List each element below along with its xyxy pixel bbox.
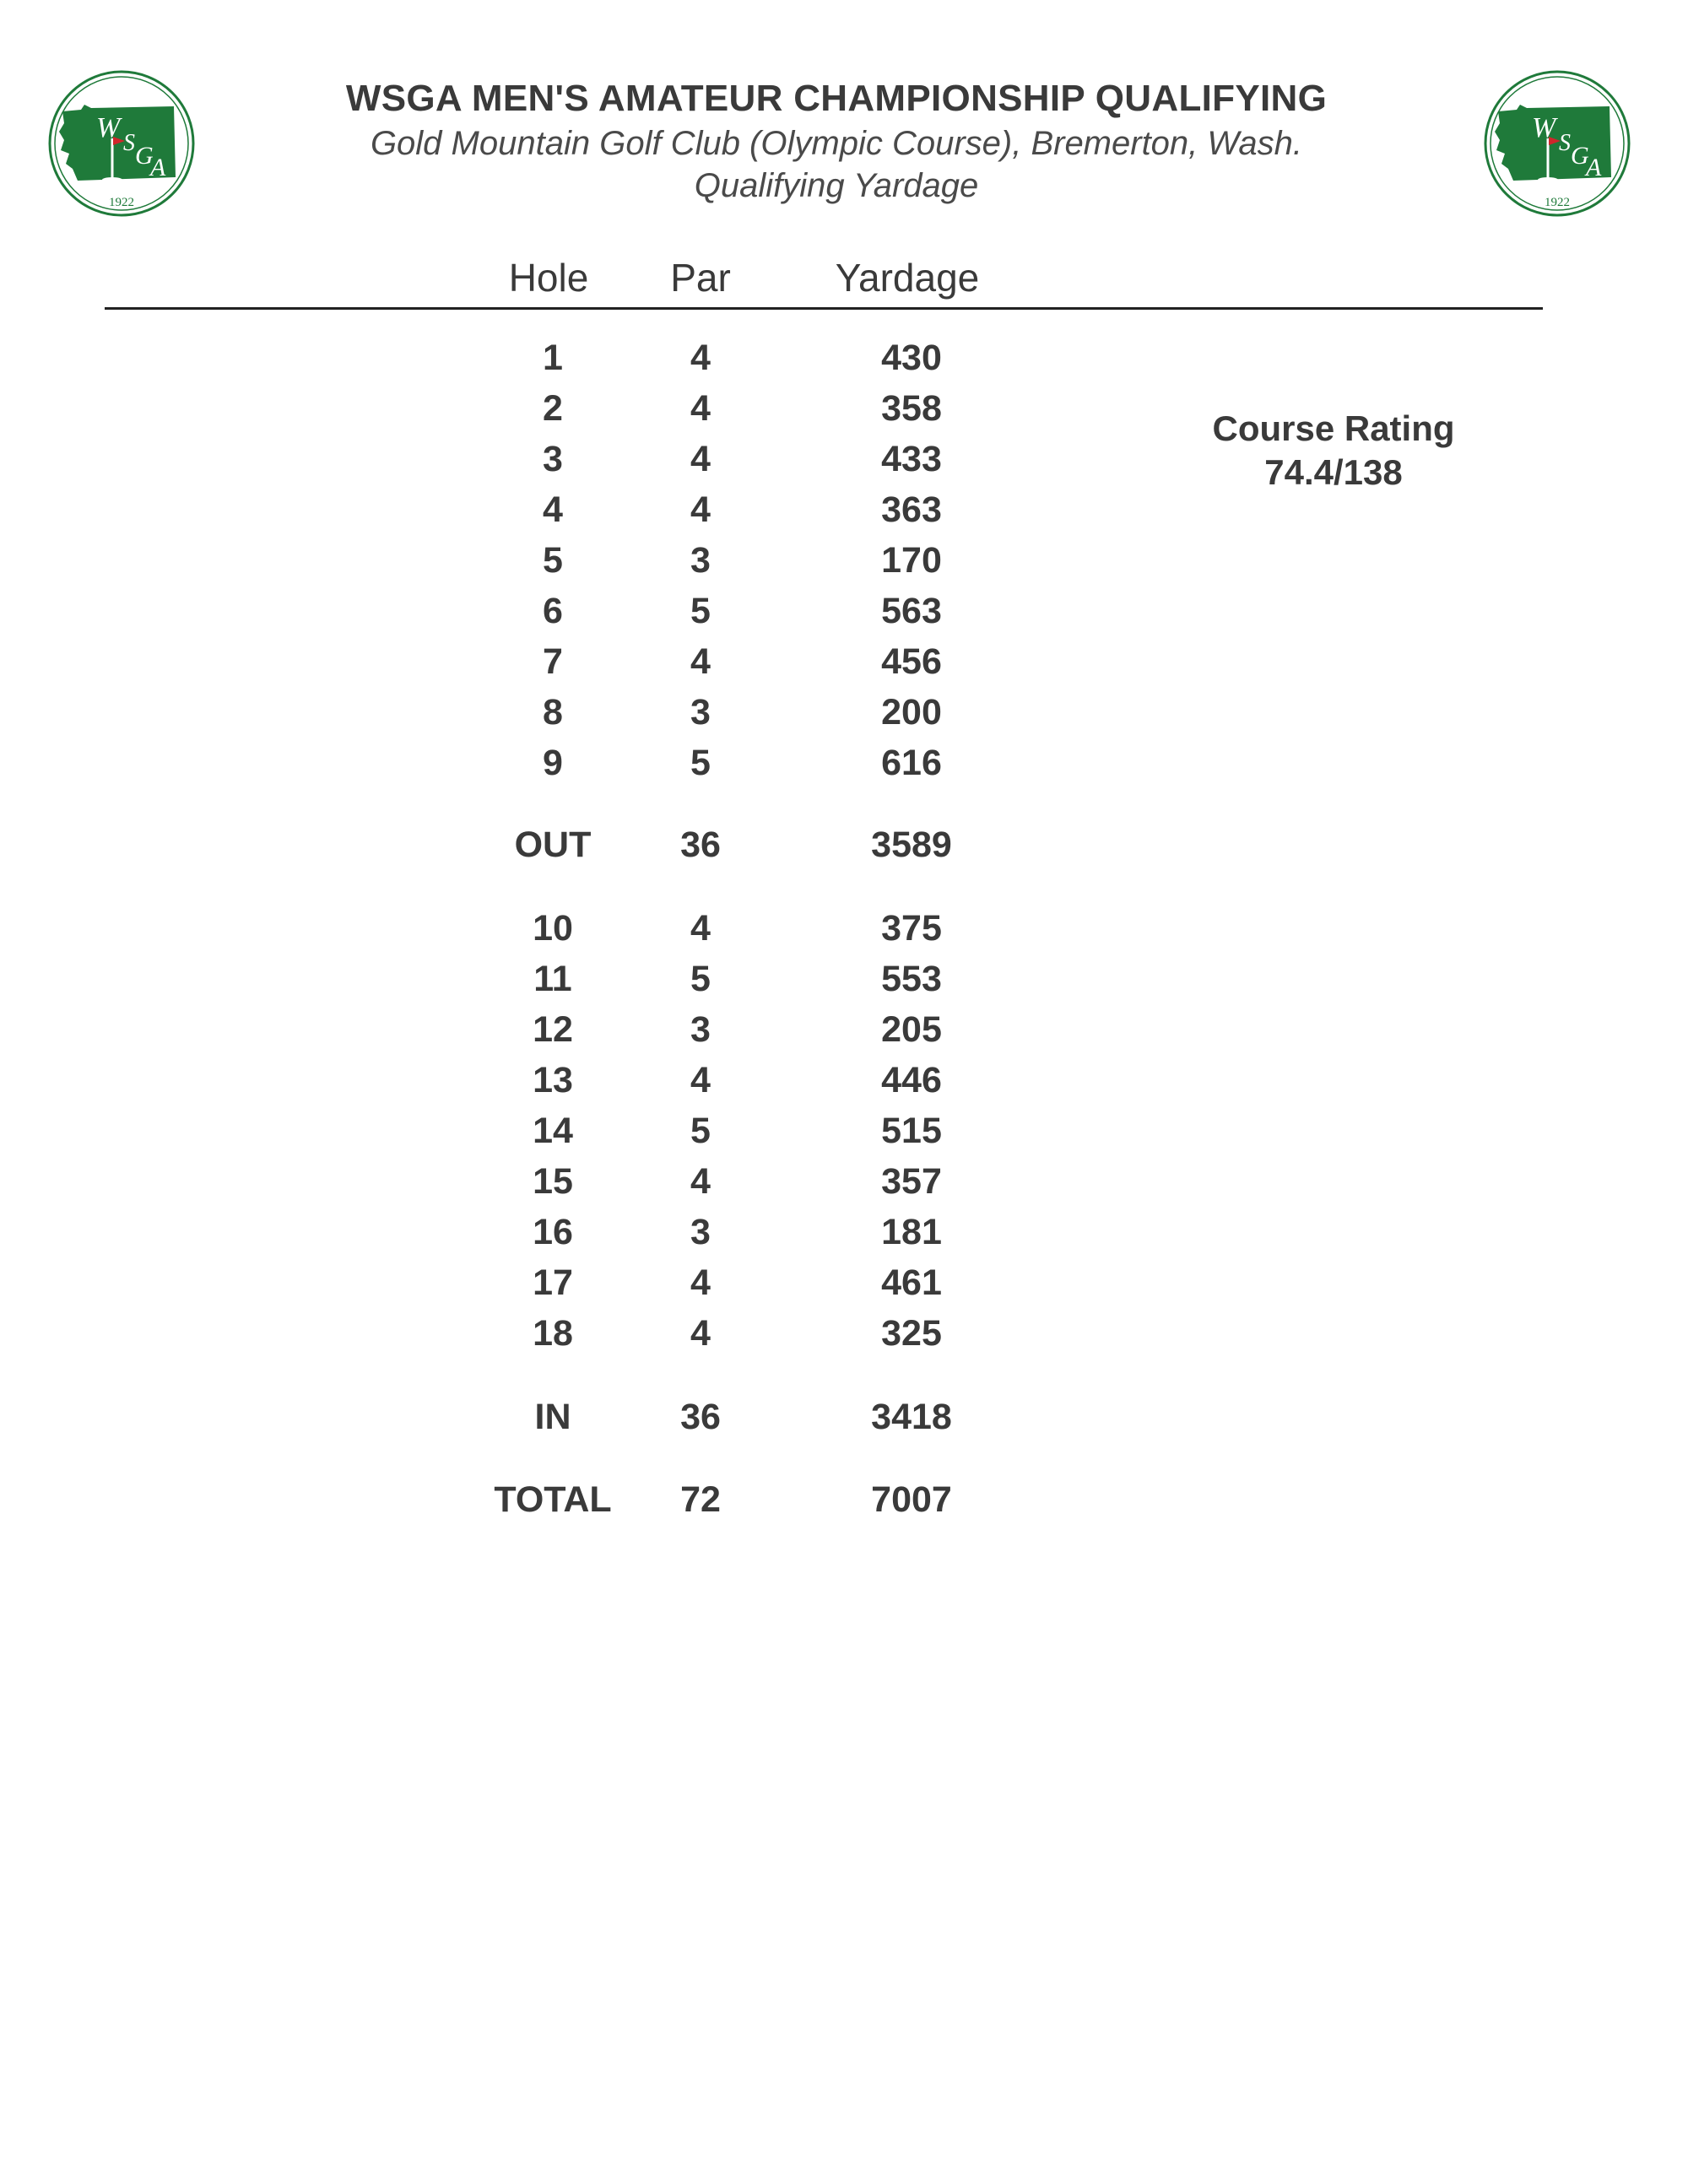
hole-yardage: 363 [881,489,942,530]
table-row [0,692,1013,739]
hole-yardage: 200 [881,692,942,733]
grand-total-row [0,1479,1013,1527]
hole-par: 5 [690,591,711,631]
hole-par: 3 [690,1212,711,1252]
table-row [0,1161,1013,1208]
hole-par: 4 [690,388,711,429]
hole-par: 3 [690,540,711,581]
hole-yardage: 553 [881,959,942,999]
hole-par: 4 [690,439,711,479]
hole-yardage: 515 [881,1111,942,1151]
out-yardage: 3589 [871,824,952,865]
in-yardage: 3418 [871,1397,952,1437]
hole-par: 5 [690,743,711,783]
hole-par: 4 [690,1313,711,1354]
page-title: WSGA MEN'S AMATEUR CHAMPIONSHIP QUALIFYING [345,78,1328,119]
hole-number: 2 [543,388,563,429]
in-total-row [0,1397,1013,1444]
hole-number: 4 [543,489,563,530]
svg-text:G: G [135,142,154,170]
svg-text:S: S [123,130,135,156]
hole-par: 4 [690,338,711,378]
hole-par: 4 [690,641,711,682]
in-par: 36 [680,1397,721,1437]
hole-number: 13 [533,1060,573,1100]
hole-number: 3 [543,439,563,479]
hole-yardage: 325 [881,1313,942,1354]
hole-yardage: 563 [881,591,942,631]
table-row [0,1009,1013,1057]
svg-text:W: W [1532,112,1556,143]
table-row [0,540,1013,587]
logo-year-right: 1922 [1545,196,1570,209]
total-par: 72 [680,1479,721,1520]
hole-yardage: 357 [881,1161,942,1202]
hole-number: 9 [543,743,563,783]
hole-number: 12 [533,1009,573,1050]
column-header-hole: Hole [508,256,589,300]
hole-par: 5 [690,959,711,999]
table-row [0,1262,1013,1310]
hole-number: 14 [533,1111,573,1151]
svg-text:G: G [1571,142,1589,170]
out-par: 36 [680,824,721,865]
hole-par: 5 [690,1111,711,1151]
table-row [0,1313,1013,1360]
course-rating-value: 74.4/138 [1264,452,1403,492]
hole-yardage: 170 [881,540,942,581]
table-row [0,338,1013,385]
hole-number: 17 [533,1262,573,1303]
hole-number: 16 [533,1212,573,1252]
column-header-yardage: Yardage [835,256,980,300]
table-row [0,959,1013,1006]
table-row [0,591,1013,638]
hole-yardage: 358 [881,388,942,429]
table-row [0,1212,1013,1259]
header-divider [105,307,1543,310]
hole-yardage: 433 [881,439,942,479]
hole-number: 7 [543,641,563,682]
hole-number: 1 [543,338,563,378]
hole-par: 4 [690,908,711,949]
hole-number: 5 [543,540,563,581]
hole-number: 11 [533,959,572,999]
hole-par: 3 [690,1009,711,1050]
hole-yardage: 205 [881,1009,942,1050]
hole-yardage: 430 [881,338,942,378]
svg-text:A: A [1586,154,1602,181]
table-row [0,641,1013,689]
hole-par: 4 [690,1060,711,1100]
svg-text:W: W [96,112,121,143]
hole-par: 4 [690,1262,711,1303]
out-label: OUT [514,824,592,865]
hole-yardage: 181 [881,1212,942,1252]
hole-number: 6 [543,591,563,631]
table-row [0,1111,1013,1158]
hole-par: 4 [690,489,711,530]
total-label: TOTAL [494,1479,612,1520]
hole-yardage: 446 [881,1060,942,1100]
table-row [0,908,1013,955]
svg-text:A: A [150,154,166,181]
hole-yardage: 616 [881,743,942,783]
table-row [0,1060,1013,1107]
out-total-row [0,824,1013,872]
hole-number: 10 [533,908,573,949]
hole-yardage: 461 [881,1262,942,1303]
table-row [0,743,1013,790]
hole-yardage: 375 [881,908,942,949]
in-label: IN [534,1397,571,1437]
hole-par: 3 [690,692,711,733]
hole-par: 4 [690,1161,711,1202]
hole-yardage: 456 [881,641,942,682]
column-header-par: Par [670,256,731,300]
logo-year-left: 1922 [109,196,134,209]
table-row [0,388,1013,435]
hole-number: 18 [533,1313,573,1354]
course-rating-label: Course Rating [1212,408,1455,448]
total-yardage: 7007 [871,1479,952,1520]
hole-number: 8 [543,692,563,733]
hole-number: 15 [533,1161,573,1202]
svg-text:S: S [1559,130,1571,156]
table-row [0,439,1013,486]
course-subtitle: Gold Mountain Golf Club (Olympic Course), Bremerton, Wash. [370,125,1303,162]
document-subtitle: Qualifying Yardage [694,167,979,204]
table-row [0,489,1013,537]
